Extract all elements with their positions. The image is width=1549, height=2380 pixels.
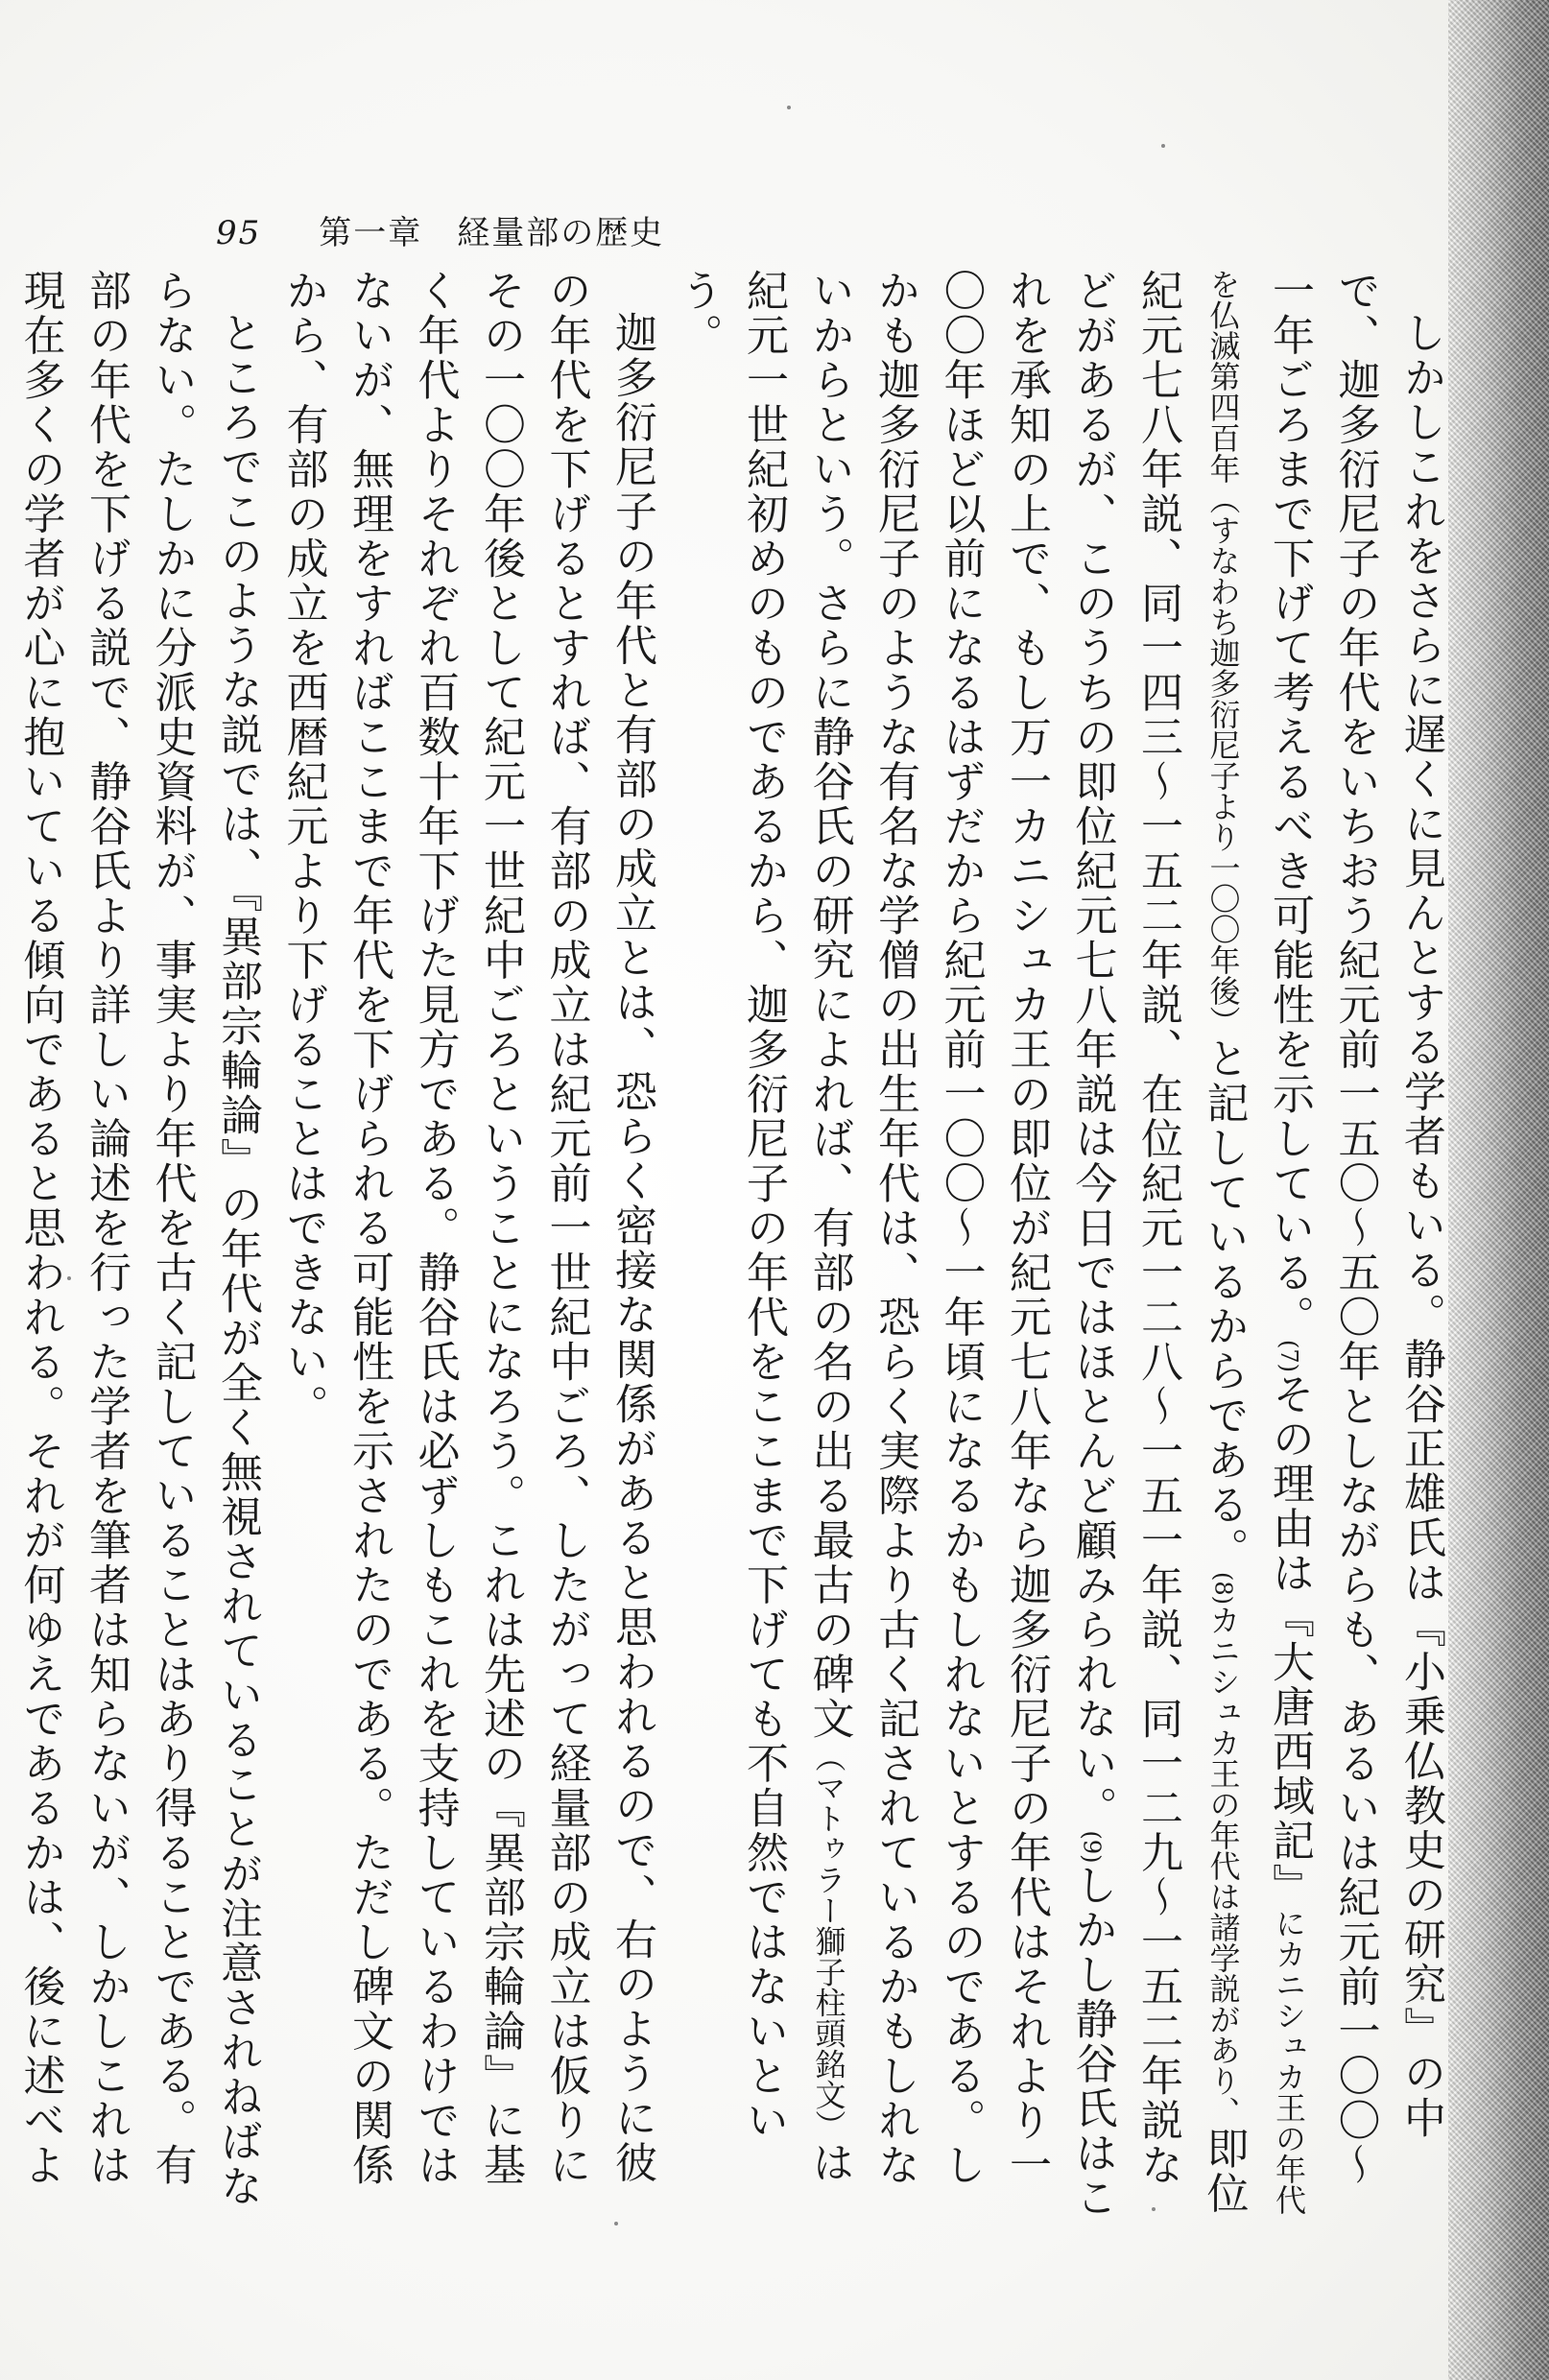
p1-text-d: 即位紀元七八年説、同一四三～一五二年説、在位紀元一二八～一五一年説、同一二九～一五二年説などがあるが、このうちの即位紀元七八年説は今日ではほとんど顧みられない。: [1067, 269, 1249, 2216]
p1-text-b: その理由は『大唐西域記』: [1265, 1372, 1314, 1908]
p1-text-e: しかし静谷氏はこれを承知の上で、もし万一カニシュカ王の即位が紀元七八年なら迦多衍尼子の年代はそれより一〇〇年ほど以前になるはずだから紀元前一〇〇～一年頃になるかもしれないとするのである。しかも迦多衍尼子のような有名な学僧の出生年代は、恐らく実際より古く記されているかもしれないからという。さらに静谷氏の研究によれば、有部の名の出る最古の碑文: [804, 269, 1117, 2221]
p1-text-c: と記しているからである。: [1199, 1036, 1249, 1572]
p1-small-1: にカニシュカ王の年代を仏滅第四百年（すなわち迦多衍尼子より一〇〇年後）: [1204, 269, 1307, 2215]
paragraph-1: [664, 269, 1453, 2226]
paragraph-3: ところでこのような説では、『異部宗輪論』の年代が全く無視されていることが注意されねばならない。たしかに分派史資料が、事実より年代を古く記していることはあり得ることである。有部の年代を下げる説で、静谷氏より詳しい論述を行った学者を筆者は知らないが、しかしこれは現在多くの学者が心に抱いている傾向であると思われる。それが何ゆえであるかは、後に述べよ: [15, 269, 262, 2209]
page-number: 95: [216, 214, 262, 252]
p1-small-3: （マトゥラー獅子柱頭銘文）: [810, 1741, 847, 2141]
p1-text-a: しかしこれをさらに遅くに見んとする学者もいる。静谷正雄氏は『小乗仏教史の研究』の中で、迦多衍尼子の年代をいちおう紀元前一五〇～五〇年としながらも、あるいは紀元前一〇〇～一年ごろまで下げて考えるべき可能性を示している。: [1265, 269, 1445, 2188]
paragraph-2: 迦多衍尼子の年代と有部の成立とは、恐らく密接な関係があると思われるので、右のように彼の年代を下げるとすれば、有部の成立は紀元前一世紀中ごろ、したがって経量部の成立は仮りにその一〇〇年後として紀元一世紀中ごろということになろう。これは先述の『異部宗輪論』に基く年代よりそれぞれ百数十年下げた見方である。静谷氏は必ずしもこれを支持しているわけではないが、無理をすればここまで年代を下げられる可能性を示されたのである。ただし碑文の関係から、有部の成立を西暦紀元より下げることはできない。: [278, 269, 656, 2188]
footnote-ref-7: (7): [1275, 1340, 1302, 1372]
binding-shadow: [1448, 0, 1549, 2380]
body-text: [15, 269, 1453, 2226]
footnote-ref-9: (9): [1078, 1830, 1106, 1864]
p1-small-2: カニシュカ王の年代は諸学説があり、: [1204, 1605, 1242, 2127]
chapter-title: 第一章 経量部の歴史: [319, 214, 665, 252]
running-header: [216, 206, 664, 253]
footnote-ref-8: (8): [1209, 1572, 1237, 1605]
p1-text-f: は紀元一世紀初めのものであるから、迦多衍尼子の年代をここまで下げても不自然ではないという。: [673, 269, 854, 2185]
